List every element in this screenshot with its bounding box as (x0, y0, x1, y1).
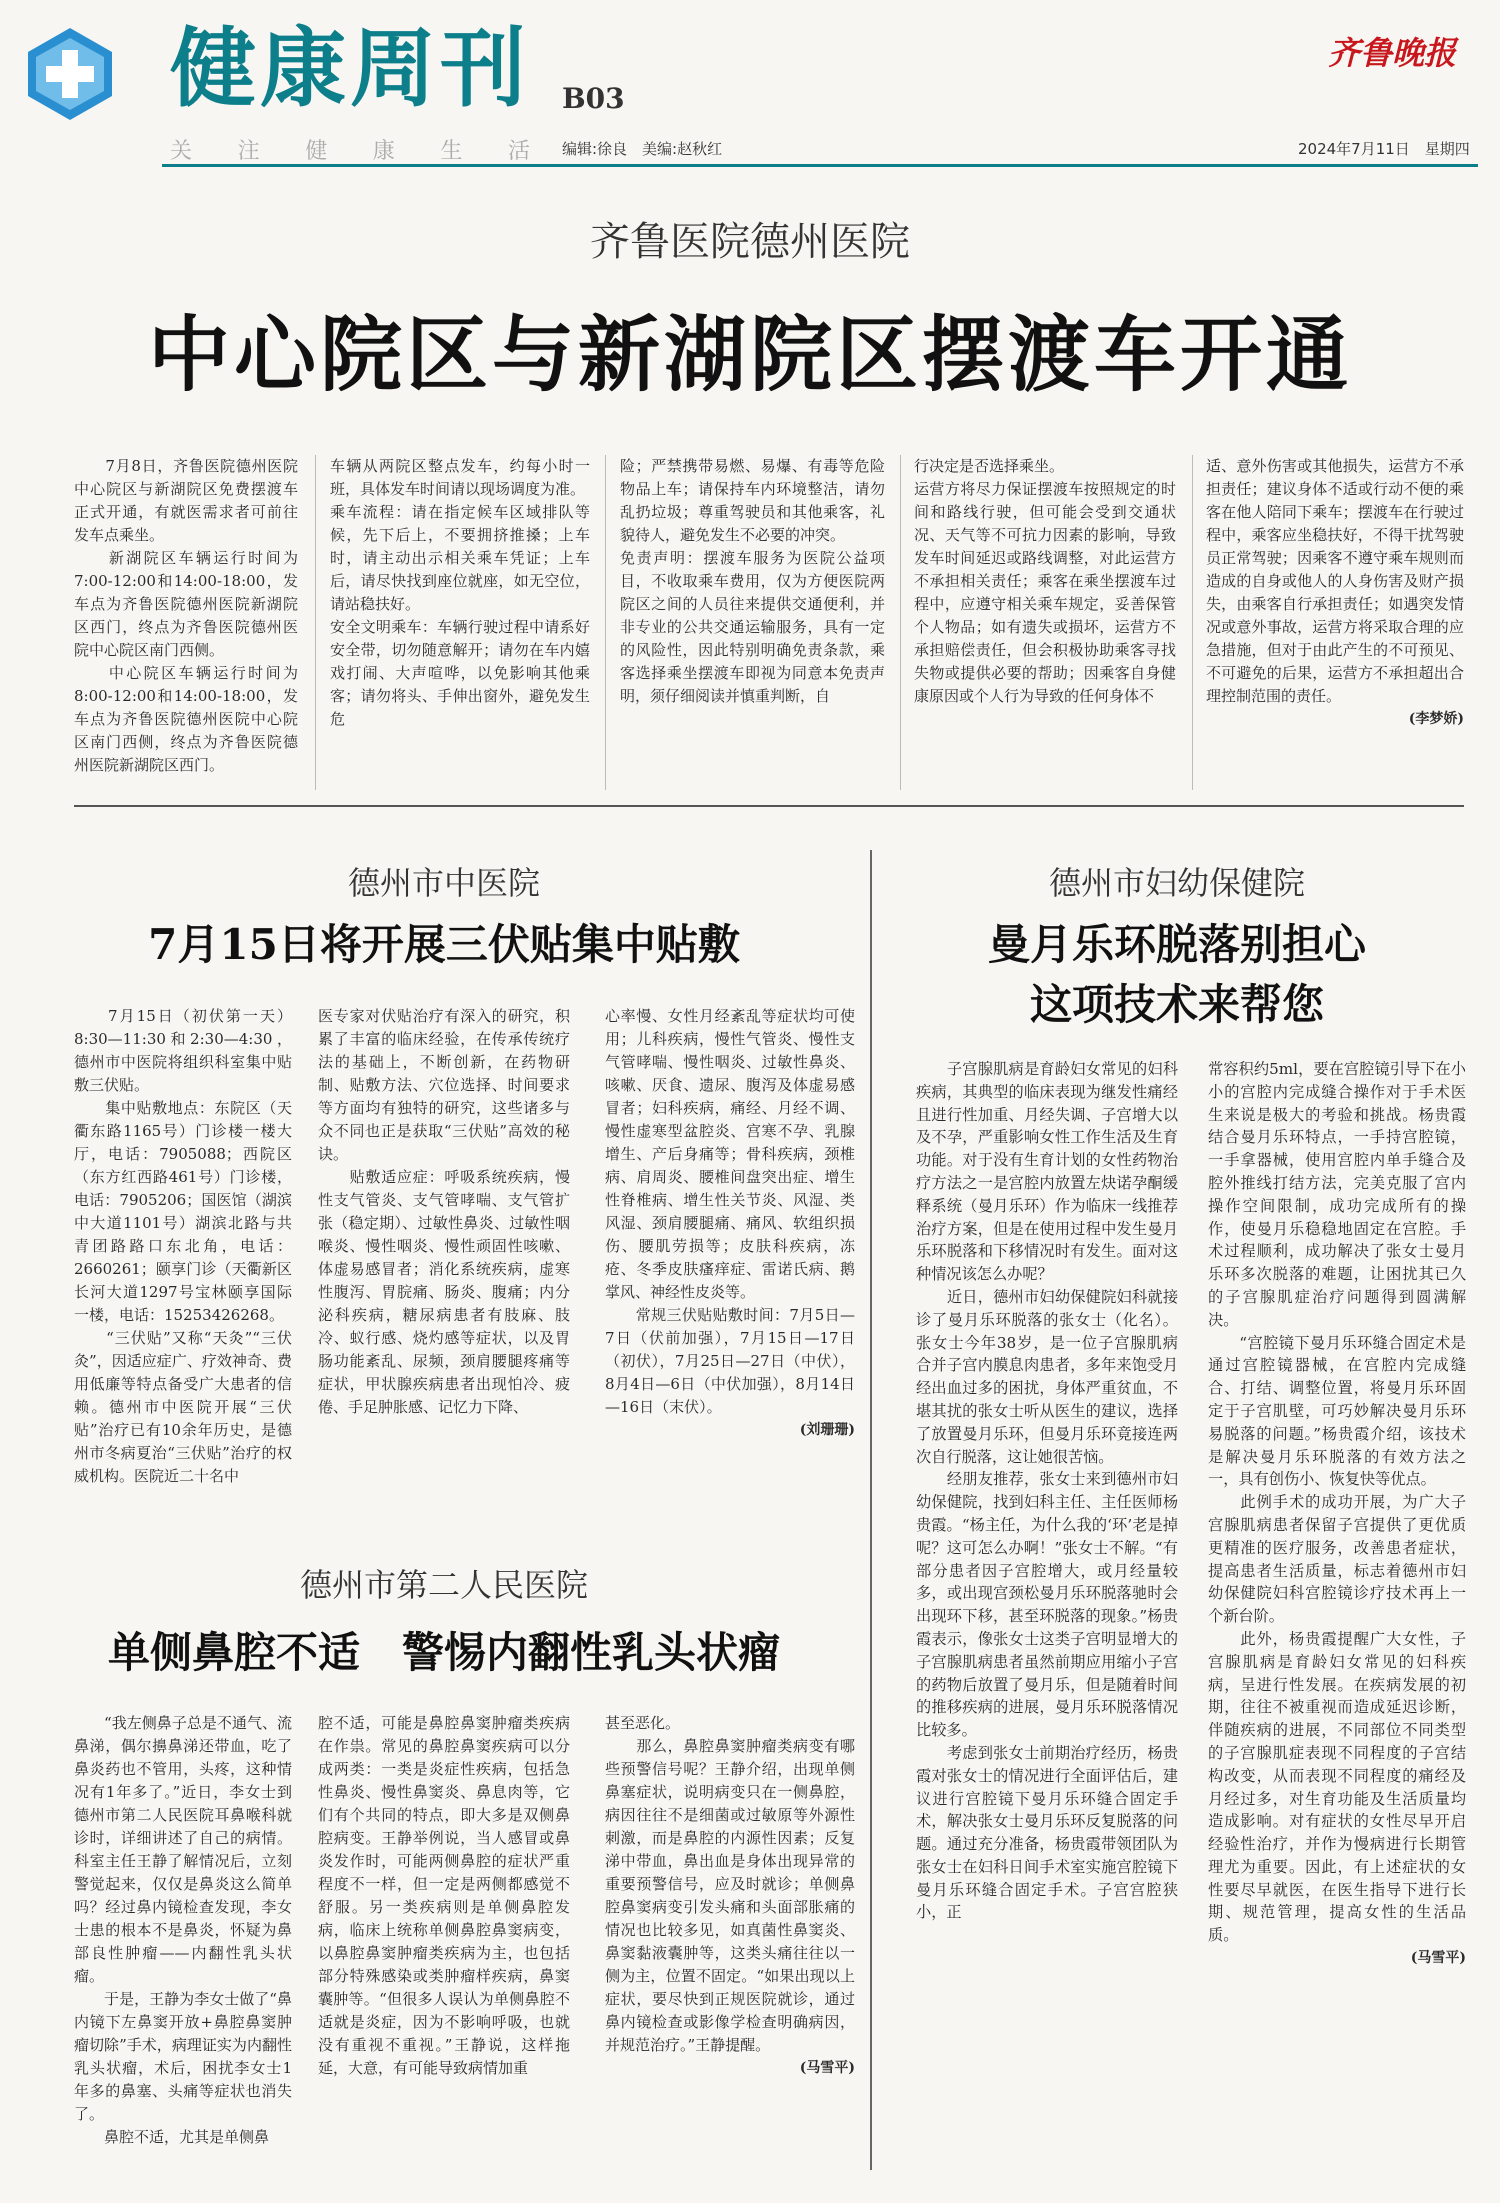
issue-date: 2024年7月11日 星期四 (1298, 140, 1470, 158)
article2-text: 医专家对伏贴治疗有深入的研究，积累了丰富的临床经验，在传承传统疗法的基础上，不断创新，在药物研制、贴敷方法、穴位选择、时间要求等方面均有独特的研究，这些诸多与众不同也正是获取“三伏贴”高效的秘诀。 贴敷适应症：呼吸系统疾病，慢性支气管炎、支气管哮喘、支气管扩张（稳定期）、过敏性鼻炎、过敏性咽喉炎、慢性咽炎、慢性顽固性咳嗽、体虚易感冒者；消化系统疾病，虚寒性腹泻、胃脘痛、肠炎、腹痛；内分泌科疾病，糖尿病患者有肢麻、肢冷、蚁行感、烧灼感等症状，以及胃肠功能紊乱、尿频，颈肩腰腿疼痛等症状，甲状腺疾病患者出现怕冷、疲倦、手足肿胀感、记忆力下降、 (318, 1007, 570, 1416)
article4-kicker: 德州市妇幼保健院 (1048, 864, 1305, 902)
newspaper-name: 齐鲁晚报 (1328, 34, 1457, 72)
article3-text: “我左侧鼻子总是不通气、流鼻涕，偶尔擤鼻涕还带血，吃了鼻炎药也不管用，头疼，这种情况有1年多了。”近日，李女士到德州市第二人民医院耳鼻喉科就诊时，详细讲述了自己的病情。科室主任王静了解情况后，立刻警觉起来，仅仅是鼻炎这么简单吗？经过鼻内镜检查发现，李女士患的根本不是鼻炎，怀疑为鼻部良性肿瘤——内翻性乳头状瘤。 于是，王静为李女士做了“鼻内镜下左鼻窦开放+鼻腔鼻窦肿瘤切除”手术，病理证实为内翻性乳头状瘤，术后，困扰李女士1年多的鼻塞、头痛等症状也消失了。 鼻腔不适，尤其是单侧鼻 (74, 1714, 292, 2146)
editors-credit: 编辑:徐良 美编:赵秋红 (562, 140, 723, 158)
slogan-char: 康 (372, 139, 395, 164)
article2-kicker: 德州市中医院 (347, 864, 540, 902)
article2-col3 (605, 1005, 855, 1497)
masthead-slogan (170, 134, 530, 165)
divider (1192, 455, 1193, 790)
slogan-char: 活 (507, 139, 530, 164)
divider (605, 455, 606, 790)
article1-col2 (330, 455, 590, 795)
article1-byline: (李梦娇) (1408, 711, 1464, 727)
slogan-char: 注 (237, 139, 260, 164)
article4-text: 常容积约5ml，要在宫腔镜引导下在小小的宫腔内完成缝合操作对于手术医生来说是极大的考验和挑战。杨贵霞结合曼月乐环特点，一手持宫腔镜，一手拿器械，使用宫腔内单手缝合及腔外推线打结方法，完美克服了宫内操作空间限制，成功完成所有的操作，使曼月乐稳稳地固定在宫腔。手术过程顺利，成功解决了张女士曼月乐环多次脱落的难题，让困扰其已久的子宫腺肌症治疗问题得到圆满解决。 “宫腔镜下曼月乐环缝合固定术是通过宫腔镜器械，在宫腔内完成缝合、打结、调整位置，将曼月乐环固定于子宫肌壁，可巧妙解决曼月乐环易脱落的问题。”杨贵霞介绍，该技术是解决曼月乐环脱落的有效方法之一，具有创伤小、恢复快等优点。 此例手术的成功开展，为广大子宫腺肌病患者保留子宫提供了更优质更精准的医疗服务，改善患者症状，提高患者生活质量，标志着德州市妇幼保健院妇科宫腔镜诊疗技术再上一个新台阶。 此外，杨贵霞提醒广大女性，子宫腺肌病是育龄妇女常见的妇科疾病，呈进行性发展。在疾病发展的初期，往往不被重视而造成延迟诊断，伴随疾病的进展，不同部位不同类型的子宫腺肌症表现不同程度的子宫结构改变，从而表现不同程度的痛经及月经过多，对生育功能及生活质量均造成影响。对有症状的女性尽早开启经验性治疗，并作为慢病进行长期管理尤为重要。因此，有上述症状的女性要尽早就医，在医生指导下进行长期、规范管理，提高女性的生活品质。 (1208, 1060, 1466, 1945)
article1-col4 (914, 455, 1176, 795)
article1-text: 险；严禁携带易燃、易爆、有毒等危险物品上车；请保持车内环境整洁，请勿乱扔垃圾；尊重驾驶员和其他乘客，礼貌待人，避免发生不必要的冲突。 免责声明：摆渡车服务为医院公益项目，不收取乘车费用，仅为方便医院两院区之间的人员往来提供交通便利，并非专业的公共交通运输服务，具有一定的风险性，因此特别明确免责条款，乘客选择乘坐摆渡车即视为同意本免责声明，须仔细阅读并慎重判断，自 (620, 457, 885, 705)
article4-text: 子宫腺肌病是育龄妇女常见的妇科疾病，其典型的临床表现为继发性痛经且进行性加重、月经失调、子宫增大以及不孕，严重影响女性工作生活及生育功能。对于没有生育计划的女性药物治疗方法之一是宫腔内放置左炔诺孕酮缓释系统（曼月乐环）作为临床一线推荐治疗方案，但是在使用过程中发生曼月乐环脱落和下移情况时有发生。面对这种情况该怎么办呢？ 近日，德州市妇幼保健院妇科就接诊了曼月乐环脱落的张女士（化名）。张女士今年38岁，是一位子宫腺肌病合并子宫内膜息肉患者，多年来饱受月经出血过多的困扰，身体严重贫血，不堪其扰的张女士听从医生的建议，选择了放置曼月乐环，但曼月乐环竟接连两次自行脱落，这让她很苦恼。 经朋友推荐，张女士来到德州市妇幼保健院，找到妇科主任、主任医师杨贵霞。“杨主任，为什么我的‘环’老是掉呢？这可怎么办啊！”张女士不解。“有部分患者因子宫腔增大，或月经量较多，或出现宫颈松曼月乐环脱落驰时会出现环下移，甚至环脱落的现象。”杨贵霞表示，像张女士这类子宫明显增大的子宫腺肌病患者虽然前期应用缩小子宫的药物后放置了曼月乐，但是随着时间的推移疾病的进展，曼月乐环脱落情况比较多。 考虑到张女士前期治疗经历，杨贵霞对张女士的情况进行全面评估后，建议进行宫腔镜下曼月乐环缝合固定手术，解决张女士曼月乐环反复脱落的问题。通过充分准备，杨贵霞带领团队为张女士在妇科日间手术室实施宫腔镜下曼月乐环缝合固定手术。子宫宫腔狭小，正 (916, 1060, 1178, 1922)
slogan-char: 关 (170, 139, 193, 164)
masthead-title: 健康周刊 (170, 19, 530, 119)
article3-text: 腔不适，可能是鼻腔鼻窦肿瘤类疾病在作祟。常见的鼻腔鼻窦疾病可以分成两类：一类是炎症性疾病，包括急性鼻炎、慢性鼻窦炎、鼻息肉等，它们有个共同的特点，即大多是双侧鼻腔病变。王静举例说，当人感冒或鼻炎发作时，可能两侧鼻腔的症状严重程度不一样，但一定是两侧都感觉不舒服。另一类疾病则是单侧鼻腔发病，临床上统称单侧鼻腔鼻窦病变，以鼻腔鼻窦肿瘤类疾病为主，也包括部分特殊感染或类肿瘤样疾病，鼻窦囊肿等。“但很多人误认为单侧鼻腔不适就是炎症，因为不影响呼吸，也就没有重视不重视。”王静说，这样拖延，大意，有可能导致病情加重 (318, 1714, 570, 2077)
article2-byline: (刘珊珊) (799, 1422, 855, 1438)
article2-col2 (318, 1005, 570, 1497)
divider (315, 455, 316, 790)
article1-col5 (1206, 455, 1464, 795)
column-divider (870, 850, 872, 2170)
masthead (0, 0, 1500, 170)
article2-headline: 7月15日将开展三伏贴集中贴敷 (148, 920, 740, 969)
article1-kicker: 齐鲁医院德州医院 (590, 219, 910, 265)
article1-col3 (620, 455, 885, 795)
article4-headline-line1: 曼月乐环脱落别担心 (987, 920, 1366, 969)
article4-col2 (1208, 1058, 1466, 2182)
article3-col3 (605, 1712, 855, 2182)
article3-headline: 单侧鼻腔不适 警惕内翻性乳头状瘤 (107, 1628, 780, 1677)
article3-byline: (马雪平) (799, 2060, 855, 2076)
article3-text: 甚至恶化。 那么，鼻腔鼻窦肿瘤类病变有哪些预警信号呢？王静介绍，出现单侧鼻塞症状，说明病变只在一侧鼻腔，病因往往不是细菌或过敏原等外源性刺激，而是鼻腔的内源性因素；反复涕中带血，鼻出血是身体出现异常的重要预警信号，应及时就诊；单侧鼻腔鼻窦病变引发头痛和头面部胀痛的情况也比较多见，如真菌性鼻窦炎、鼻窦黏液囊肿等，这类头痛往往以一侧为主，位置不固定。“如果出现以上症状，要尽快到正规医院就诊，通过鼻内镜检查或影像学检查明确病因，并规范治疗。”王静提醒。 (605, 1714, 855, 2054)
article3-col2 (318, 1712, 570, 2182)
slogan-char: 健 (305, 139, 328, 164)
masthead-rule (162, 164, 1478, 167)
article1-col1 (74, 455, 298, 795)
article2-text: 心率慢、女性月经紊乱等症状均可使用；儿科疾病，慢性气管炎、慢性支气管哮喘、慢性咽炎、过敏性鼻炎、咳嗽、厌食、遗尿、腹泻及体虚易感冒者；妇科疾病，痛经、月经不调、慢性虚寒型盆腔炎、宫寒不孕、乳腺增生、产后身痛等；骨科疾病，颈椎病、肩周炎、腰椎间盘突出症、增生性脊椎病、增生性关节炎、风湿、类风湿、颈肩腰腿痛、痛风、软组织损伤、腰肌劳损等；皮肤科疾病，冻疮、冬季皮肤瘙痒症、雷诺氏病、鹅掌风、神经性皮炎等。 常规三伏贴贴敷时间：7月5日—7日（伏前加强），7月15日—17日（初伏），7月25日—27日（中伏），8月4日—6日（中伏加强），8月14日—16日（末伏）。 (605, 1007, 855, 1416)
article2-col1 (74, 1005, 292, 1497)
article4-byline: (马雪平) (1410, 1950, 1466, 1967)
cross-logo-icon (22, 26, 118, 122)
article1-text: 行决定是否选择乘坐。 运营方将尽力保证摆渡车按照规定的时间和路线行驶，但可能会受到交通状况、天气等不可抗力因素的影响，导致发车时间延迟或路线调整，对此运营方不承担相关责任；乘客在乘坐摆渡车过程中，应遵守相关乘车规定，妥善保管个人物品；如有遗失或损坏，运营方不承担赔偿责任，但会积极协助乘客寻找失物或提供必要的帮助；因乘客自身健康原因或个人行为导致的任何身体不 (914, 457, 1176, 705)
article4-headline-line2: 这项技术来帮您 (1029, 980, 1324, 1029)
divider (900, 455, 901, 790)
article1-text: 适、意外伤害或其他损失，运营方不承担责任；建议身体不适或行动不便的乘客在他人陪同下乘车；摆渡车在行驶过程中，乘客应坐稳扶好，不得干扰驾驶员正常驾驶；因乘客不遵守乘车规则而造成的自身或他人的人身伤害及财产损失，由乘客自行承担责任；如遇突发情况或意外事故，运营方将采取合理的应急措施，但对于由此产生的不可预见、不可避免的后果，运营方不承担超出合理控制范围的责任。 (1206, 457, 1464, 705)
slogan-char: 生 (440, 139, 463, 164)
page-number: B03 (562, 82, 625, 115)
article4-col1 (916, 1058, 1178, 2182)
article1-headline: 中心院区与新湖院区摆渡车开通 (147, 307, 1352, 403)
article1-text: 车辆从两院区整点发车，约每小时一班，具体发车时间请以现场调度为准。 乘车流程：请在指定候车区域排队等候，先下后上，不要拥挤推搡；上车时，请主动出示相关乘车凭证；上车后，请尽快找到座位就座，如无空位，请站稳扶好。 安全文明乘车：车辆行驶过程中请系好安全带，切勿随意解开；请勿在车内嬉戏打闹、大声喧哗，以免影响其他乘客；请勿将头、手伸出窗外，避免发生危 (330, 457, 590, 728)
article3-col1 (74, 1712, 292, 2182)
article2-text: 7月15日（初伏第一天）8:30—11:30和2:30—4:30，德州市中医院将组织科室集中贴敷三伏贴。 集中贴敷地点：东院区（天衢东路1165号）门诊楼一楼大厅，电话：7905088；西院区（东方红西路461号）门诊楼，电话：7905206；国医馆（湖滨中大道1101号）湖滨北路与共青团路路口东北角，电话：2660261；颐享门诊（天衢新区长河大道1297号宝林颐享国际一楼，电话：15253426268。 “三伏贴”又称“天灸”“三伏灸”，因适应症广、疗效神奇、费用低廉等特点备受广大患者的信赖。德州市中医院开展“三伏贴”治疗已有10余年历史，是德州市冬病夏治“三伏贴”治疗的权威机构。医院近二十名中 (74, 1007, 292, 1485)
section-rule (74, 805, 1464, 807)
article1-text: 7月8日，齐鲁医院德州医院中心院区与新湖院区免费摆渡车正式开通，有就医需求者可前往发车点乘坐。 新湖院区车辆运行时间为7:00-12:00和14:00-18:00，发车点为齐鲁医院德州医院新湖院区西门，终点为齐鲁医院德州医院中心院区南门西侧。 中心院区车辆运行时间为8:00-12:00和14:00-18:00，发车点为齐鲁医院德州医院中心院区南门西侧，终点为齐鲁医院德州医院新湖院区西门。 (74, 457, 298, 774)
article3-kicker: 德州市第二人民医院 (299, 1566, 588, 1604)
